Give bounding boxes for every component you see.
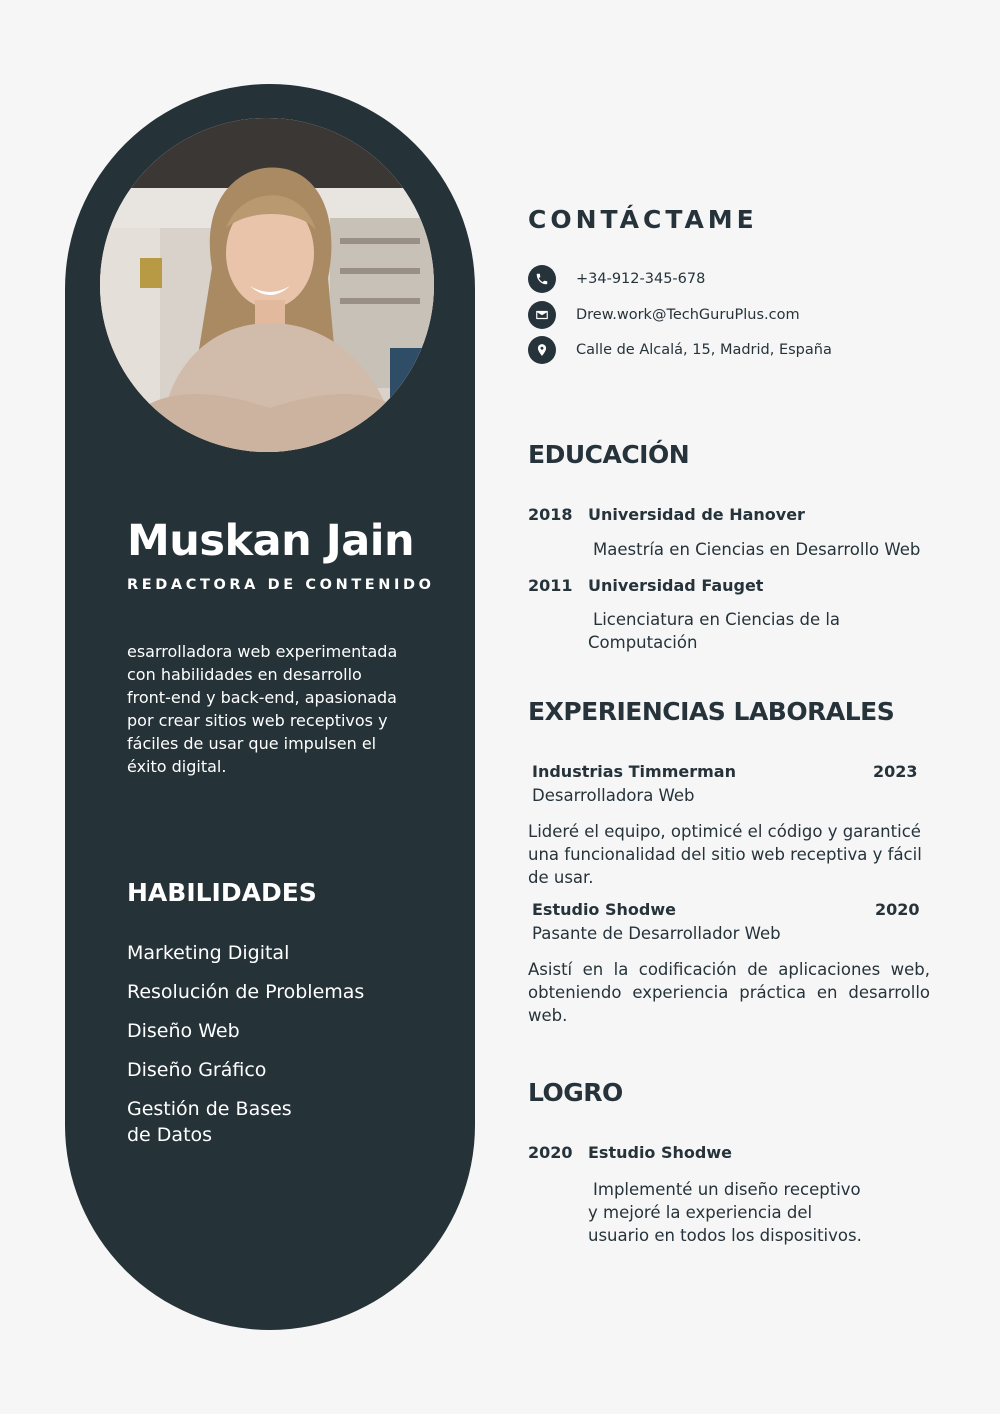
- job-company: Industrias Timmerman: [532, 762, 736, 781]
- job-description: Asistí en la codificación de aplicaciones web, obteniendo experiencia práctica en desarrollo web.: [528, 960, 930, 1025]
- achievement-title: LOGRO: [528, 1078, 623, 1107]
- candidate-role: REDACTORA DE CONTENIDO: [127, 577, 435, 593]
- skill-item: Resolución de Problemas: [127, 981, 365, 1003]
- street-address: Calle de Alcalá, 15, Madrid, España: [576, 342, 832, 358]
- location-pin-icon: [528, 336, 556, 364]
- contact-email: [528, 301, 800, 329]
- phone-number[interactable]: +34-912-345-678: [576, 271, 706, 287]
- mail-icon: [528, 301, 556, 329]
- education-degree: Maestría en Ciencias en Desarrollo Web: [593, 540, 921, 559]
- job-position: Pasante de Desarrollador Web: [532, 924, 781, 943]
- achievement-organization: Estudio Shodwe: [588, 1143, 732, 1162]
- education-degree: Licenciatura en Ciencias de la Computación: [588, 610, 841, 652]
- skill-item: Marketing Digital: [127, 942, 290, 964]
- contact-address: [528, 336, 832, 364]
- skills-title: HABILIDADES: [127, 878, 317, 907]
- skills-list: [127, 940, 387, 1161]
- job-position: Desarrolladora Web: [532, 786, 695, 805]
- profile-photo: [100, 118, 434, 452]
- candidate-bio: esarrolladora web experimentada con habilidades en desarrollo front-end y back-end, apasionada por crear sitios web receptivos y fáciles de usar que impulsen el éxito digital.: [127, 642, 398, 776]
- profile-photo-image: [100, 118, 434, 452]
- education-year: 2011: [528, 576, 573, 595]
- education-year: 2018: [528, 505, 573, 524]
- education-institution: Universidad de Hanover: [588, 505, 805, 524]
- skill-item: Diseño Gráfico: [127, 1059, 267, 1081]
- job-year: 2020: [875, 900, 920, 919]
- achievement-year: 2020: [528, 1143, 573, 1162]
- job-description: Lideré el equipo, optimicé el código y garanticé una funcionalidad del sitio web receptiva y fácil de usar.: [528, 822, 922, 887]
- email-address[interactable]: Drew.work@TechGuruPlus.com: [576, 307, 800, 323]
- job-year: 2023: [873, 762, 918, 781]
- job-company: Estudio Shodwe: [532, 900, 676, 919]
- contact-phone: [528, 265, 705, 293]
- experience-title: EXPERIENCIAS LABORALES: [528, 697, 895, 726]
- phone-icon: [528, 265, 556, 293]
- achievement-description: Implementé un diseño receptivo y mejoré la experiencia del usuario en todos los dispositivos.: [588, 1180, 862, 1245]
- skill-item: Diseño Web: [127, 1020, 240, 1042]
- candidate-name: Muskan Jain: [127, 516, 415, 566]
- education-title: EDUCACIÓN: [528, 440, 690, 469]
- contact-title: CONTÁCTAME: [528, 205, 758, 234]
- skill-item: Gestión de Bases de Datos: [127, 1098, 292, 1146]
- education-institution: Universidad Fauget: [588, 576, 764, 595]
